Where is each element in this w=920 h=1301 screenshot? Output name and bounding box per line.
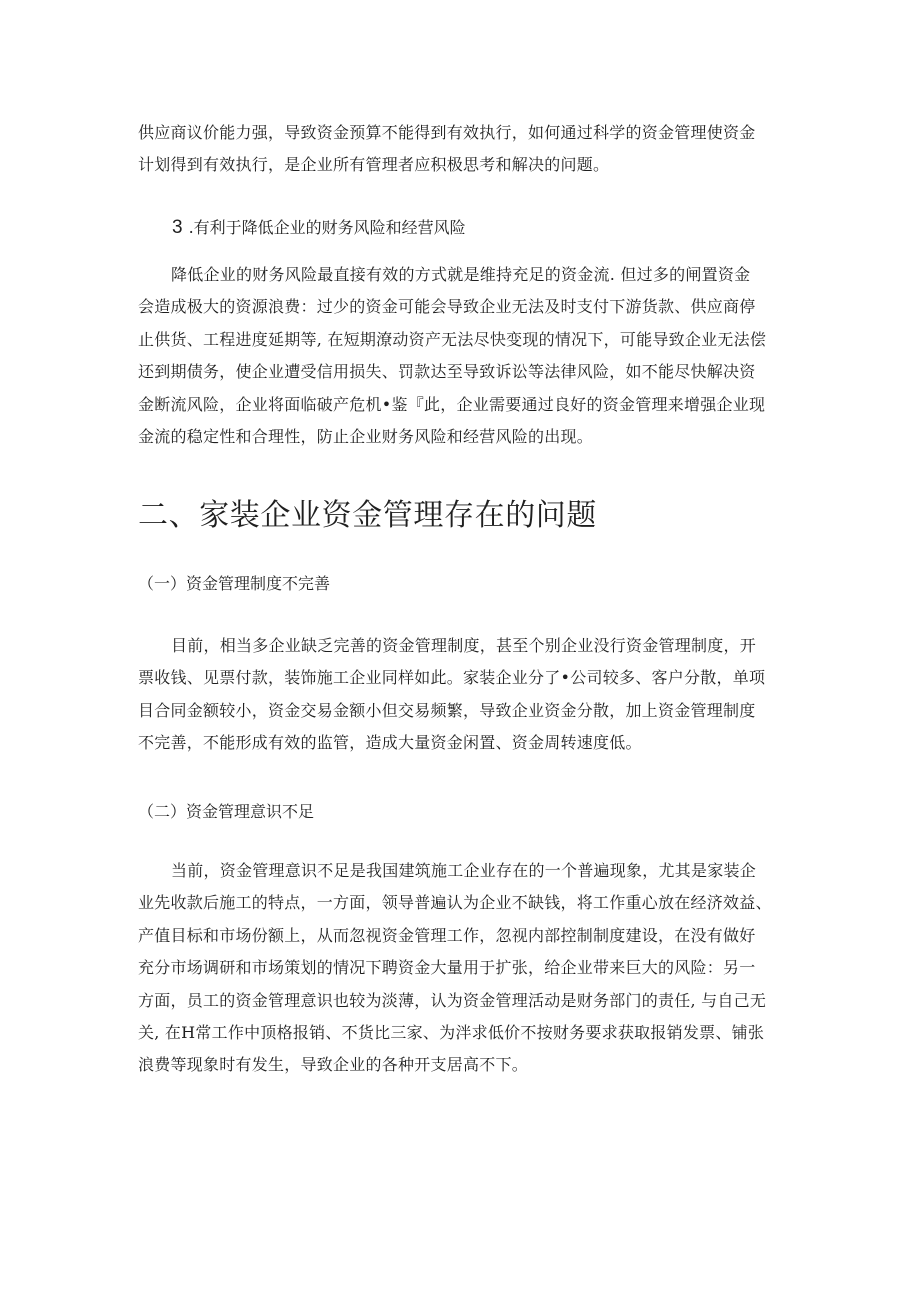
text-line: 供应商议价能力强，导致资金预算不能得到有效执行，如何通过科学的资金管理使资金 bbox=[138, 123, 756, 142]
paragraph-supplier-bargaining bbox=[138, 117, 786, 182]
text-line: 金流的稳定性和合理性，防止企业财务风险和经营风险的出现。 bbox=[138, 427, 594, 447]
text-line: 计划得到有效执行，是企业所有管理者应积极思考和解决的问题。 bbox=[138, 155, 610, 175]
heading-item-3 bbox=[138, 216, 466, 240]
paragraph-system-incomplete bbox=[138, 630, 786, 760]
subheading-awareness-lacking: （二）资金管理意识不足 bbox=[138, 802, 315, 821]
heading-text: .有利于降低企业的财务风险和经营风险 bbox=[188, 218, 466, 237]
text-line: 金断流风险，企业将面临破产危机•鉴『此，企业需要通过良好的资金管理来增强企业现 bbox=[138, 394, 766, 414]
subheading-system-incomplete: （一）资金管理制度不完善 bbox=[138, 574, 331, 593]
section-title: 二、家装企业资金管理存在的问题 bbox=[138, 498, 597, 533]
text-line: 票收钱、见票付款，装饰施工企业同样如此。家装企业分了•公司较多、客户分散，单项 bbox=[138, 668, 766, 688]
text-line: 止供货、工程进度延期等, 在短期潦动资产无法尽快变现的情况下，可能导致企业无法偿 bbox=[138, 329, 767, 349]
paragraph-awareness-lacking bbox=[138, 855, 786, 1082]
text-line: 产值目标和市场份额上，从而忽视资金管理工作，忽视内部控制制度建设，在没有做好 bbox=[138, 925, 756, 945]
text-line: 当前，资金管理意识不足是我国建筑施工企业存在的一个普遍现象，尤其是家装企 bbox=[171, 861, 757, 880]
text-line: 不完善，不能形成有效的监管，造成大量资金闲置、资金周转速度低。 bbox=[138, 733, 642, 753]
text-line: 会造成极大的资源浪费：过少的资金可能会导致企业无法及时支付下游货款、供应商停 bbox=[138, 297, 756, 317]
text-line: 浪费等现象时有发生，导致企业的各种开支居高不下。 bbox=[138, 1055, 529, 1075]
text-line: 业先收款后施工的特点，一方面，领导普遍认为企业不缺钱，将工作重心放在经济效益、 bbox=[138, 893, 772, 913]
text-line: 方面，员工的资金管理意识也较为淡薄，认为资金管理活动是财务部门的责任, 与自己无 bbox=[138, 990, 767, 1010]
text-line: 目前，相当多企业缺乏完善的资金管理制度，甚至个别企业没行资金管理制度，开 bbox=[171, 636, 757, 655]
text-line: 还到期债务，使企业遭受信用损失、罚款达至导致诉讼等法律风险，如不能尽快解决资 bbox=[138, 362, 756, 382]
text-line: 降低企业的财务风险最直接有效的方式就是维持充足的资金流. 但过多的闸置资金 bbox=[171, 265, 751, 284]
text-line: 关, 在H常工作中顶格报销、不货比三家、为泮求低价不按财务要求获取报销发票、铺张 bbox=[138, 1023, 765, 1043]
heading-number: 3 bbox=[172, 217, 183, 238]
text-line: 目合同金额较小，资金交易金额小但交易频繁，导致企业资金分散，加上资金管理制度 bbox=[138, 700, 756, 720]
text-line: 充分市场调研和市场策划的情况下聘资金大量用于扩张，给企业带来巨大的风险：另一 bbox=[138, 958, 756, 978]
paragraph-financial-risk bbox=[138, 259, 786, 453]
